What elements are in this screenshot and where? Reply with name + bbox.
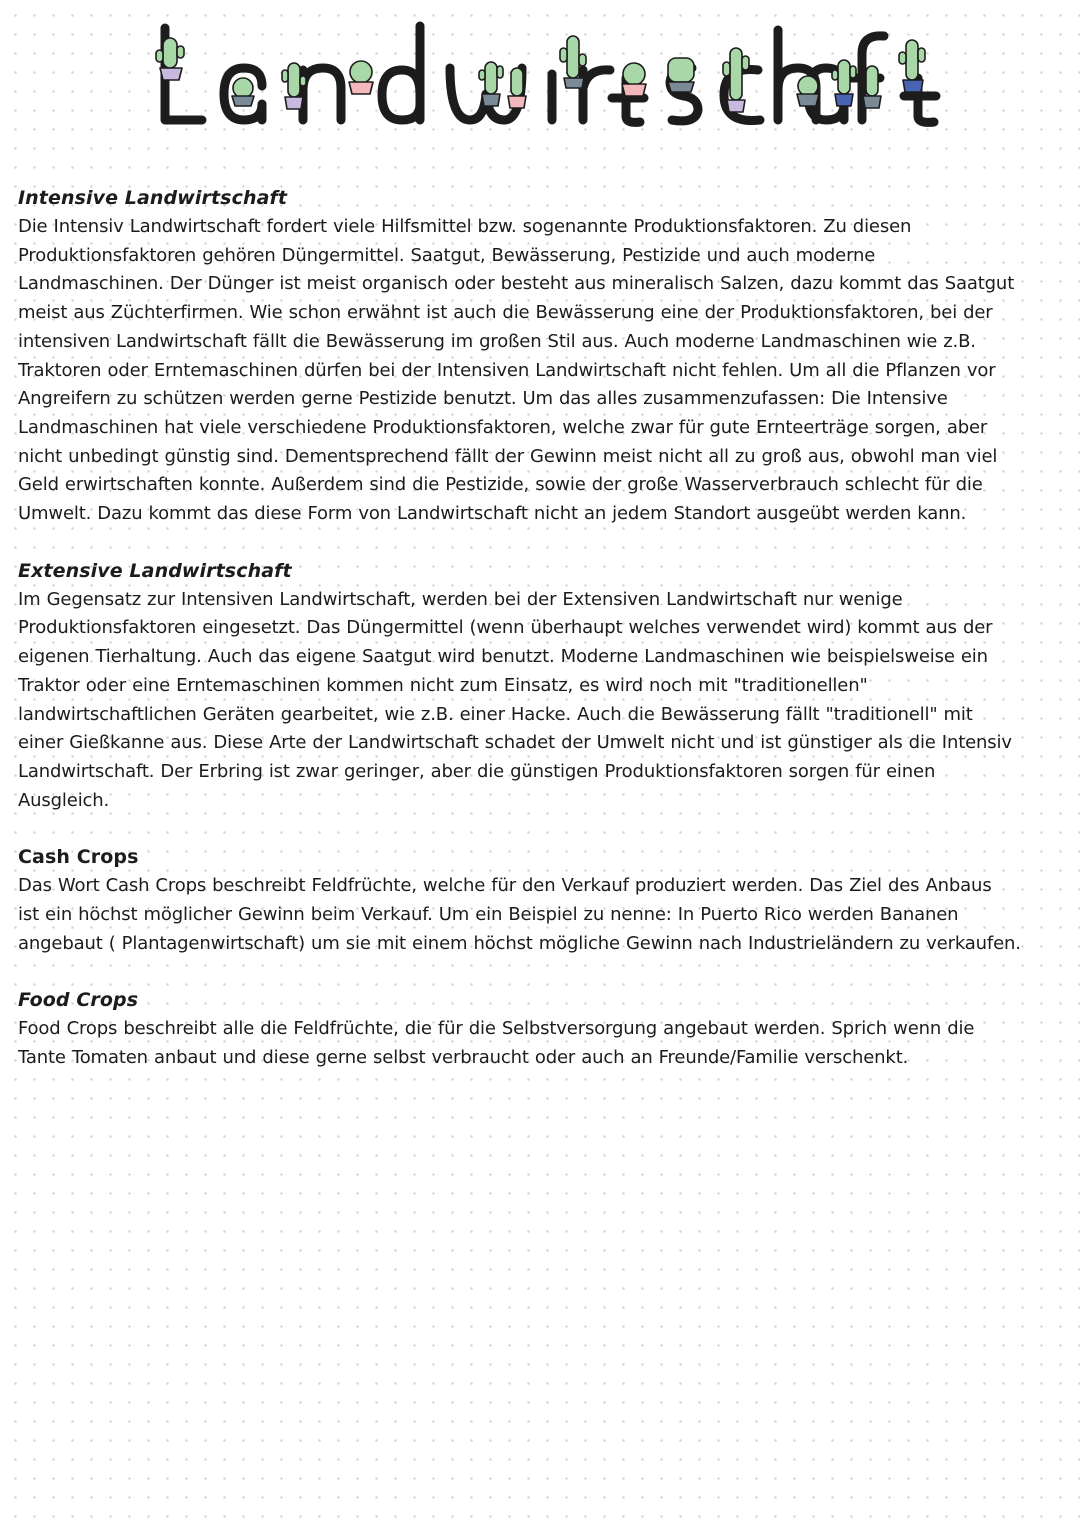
cactus-icon	[668, 58, 694, 92]
title-lettering-with-cacti	[0, 8, 1080, 138]
page-title	[0, 8, 1080, 138]
cactus-icon	[349, 61, 373, 94]
cactus-icon	[863, 66, 881, 108]
letter-d	[382, 26, 420, 120]
section-paragraph: Die Intensiv Landwirtschaft fordert viele Hilfsmittel bzw. sogenannte Produktionsfaktoren. Zu diesen Produktionsfaktoren gehören Düngermittel. Saatgut, Bewässerung, Pestizide und auch moderne Landmaschinen. Der Dünger ist meist organisch oder besteht aus mineralisch Salzen, dazu kommt das Saatgut meist aus Züchterfirmen. Wie schon erwähnt ist auch die Bewässerung eine der Produktionsfaktoren, bei der intensiven Landwirtschaft fällt die Bewässerung im großen Stil aus. Auch moderne Landmaschinen wie z.B. Traktoren oder Erntemaschinen dürfen bei der Intensiven Landwirtschaft nicht fehlen. Um all die Pflanzen vor Angreifern zu schützen werden gerne Pestizide benutzt. Um das alles zusammenzufassen: Die Intensive Landmaschinen hat viele verschiedene Produktionsfaktoren, welche zwar für gute Ernteerträge sorgen, aber nicht unbedingt günstig sind. Dementsprechend fällt der Gewinn meist nicht all zu groß aus, obwohl man viel Geld erwirtschaften konnte. Außerdem sind die Pestizide, sowie der große Wasserverbrauch schlecht für die Umwelt. Dazu kommt das diese Form von Landwirtschaft nicht an jedem Standort ausgeübt werden kann.	[18, 216, 1015, 525]
cactus-icon	[508, 68, 526, 108]
cactus-icon	[622, 63, 646, 96]
letter-r	[583, 70, 610, 120]
cactus-icon	[899, 40, 925, 92]
cactus-icon	[479, 62, 503, 106]
section-heading: Intensive Landwirtschaft	[18, 187, 288, 209]
section-paragraph: Im Gegensatz zur Intensiven Landwirtschaft, werden bei der Extensiven Landwirtschaft nur wenige Produktionsfaktoren eingesetzt. Das Düngermittel (wenn überhaupt welches verwendet wird) kommt aus der eigenen Tierhaltung. Auch das eigene Saatgut wird benutzt. Moderne Landmaschinen wie beispielsweise ein Traktor oder eine Erntemaschinen kommen nicht zum Einsatz, es wird noch mit "traditionellen" landwirtschaftlichen Geräten gearbeitet, wie z.B. einer Hacke. Auch die Bewässerung fällt "traditionell" mit einer Gießkanne aus. Diese Arte der Landwirtschaft schadet der Umwelt nicht und ist günstiger als die Intensiv Landwirtschaft. Der Erbring ist zwar geringer, aber die günstigen Produktionsfaktoren sorgen für einen Ausgleich.	[18, 588, 1012, 811]
cactus-icon	[156, 38, 184, 80]
section-heading: Extensive Landwirtschaft	[18, 559, 292, 582]
section-heading: Cash Crops	[18, 846, 139, 869]
cactus-icon	[797, 76, 819, 106]
cactus-icon	[232, 78, 254, 106]
section-paragraph: Food Crops beschreibt alle die Feldfrüchte, die für die Selbstversorgung angebaut werden. Sprich wenn die Tante Tomaten anbaut und diese gerne selbst verbraucht oder auch an Freunde/Familie verschenkt.	[18, 1018, 975, 1069]
section-heading: Food Crops	[18, 989, 139, 1012]
document-body	[18, 184, 1062, 1101]
cactus-icon	[560, 36, 586, 88]
section-paragraph: Das Wort Cash Crops beschreibt Feldfrüchte, welche für den Verkauf produziert werden. Das Ziel des Anbaus ist ein höchst möglicher Gewinn beim Verkauf. Um ein Beispiel zu nenne: In Puerto Rico werden Bananen angebaut ( Plantagenwirtschaft) um sie mit einem höchst mögliche Gewinn nach Industrieländern zu verkaufen.	[18, 875, 1021, 954]
section-food-crops	[18, 986, 1062, 1072]
letter-n	[303, 68, 341, 120]
section-cash-crops	[18, 843, 1062, 958]
section-extensive-landwirtschaft	[18, 557, 1062, 816]
section-intensive-landwirtschaft	[18, 184, 1062, 529]
